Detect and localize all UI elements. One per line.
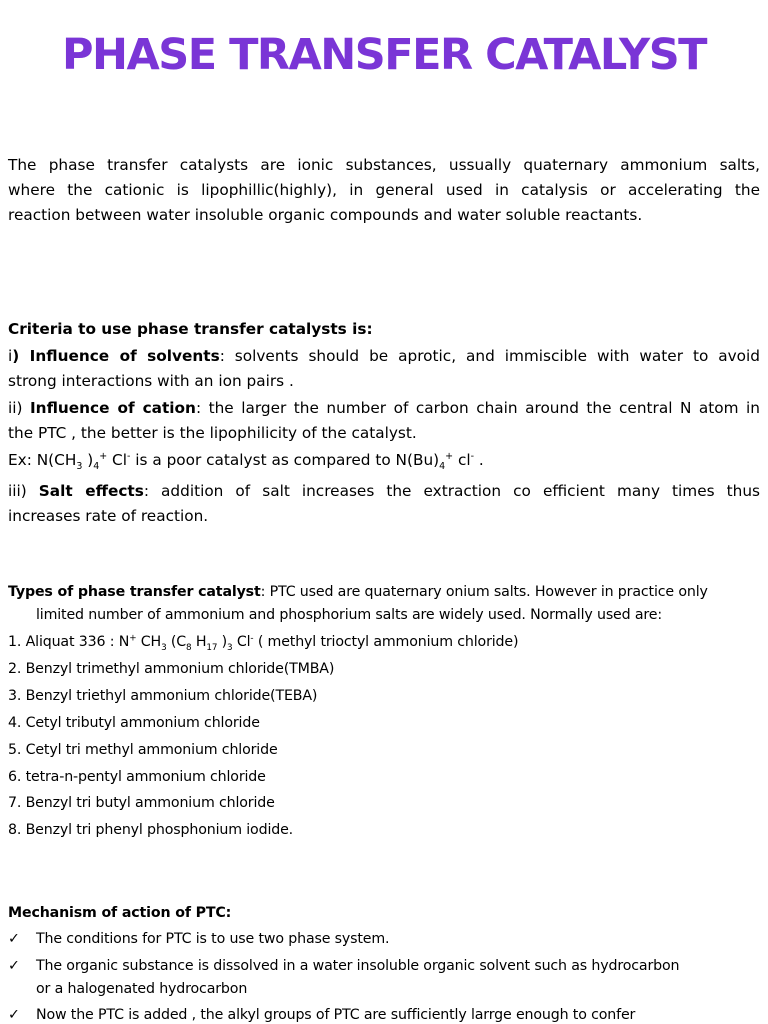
formula-text: Cl: [232, 634, 251, 650]
formula-superscript: +: [129, 633, 137, 644]
types-heading-term: Types of phase transfer catalyst: [8, 584, 261, 600]
types-line-2: limited number of ammonium and phosphorium salts are widely used. Normally used are:: [36, 607, 662, 623]
example-text: is a poor catalyst as compared to N(Bu): [130, 451, 440, 469]
criteria-ii-term: Influence of cation: [29, 399, 196, 417]
criteria-ii-prefix: ii): [8, 399, 30, 417]
criteria-ii-text: : the larger the number of carbon chain around the central N atom in: [195, 399, 760, 417]
criteria-heading: Criteria to use phase transfer catalysts is:: [8, 320, 373, 338]
intro-line-2: where the cationic is lipophillic(highly), in general used in catalysis or accelerating the: [8, 181, 760, 199]
formula-subscript: 17: [206, 642, 218, 653]
checkmark-icon: ✓: [8, 958, 20, 974]
criteria-i-term: ) Influence of solvents: [12, 347, 220, 365]
formula-text: ): [217, 634, 228, 650]
criteria-i-line-1: [8, 344, 760, 369]
formula-text: ( methyl trioctyl ammonium chloride): [253, 634, 519, 650]
criteria-iii-prefix: iii): [8, 482, 39, 500]
mechanism-bullet-text: The conditions for PTC is to use two phase system.: [36, 931, 390, 947]
mechanism-bullet-3: [8, 1002, 760, 1024]
list-item: 2. Benzyl trimethyl ammonium chloride(TMBA): [8, 661, 335, 677]
criteria-iii-term: Salt effects: [38, 482, 144, 500]
formula-text: 1. Aliquat 336 : N: [8, 634, 130, 650]
intro-line-3: reaction between water insoluble organic compounds and water soluble reactants.: [8, 206, 643, 224]
checkmark-icon: ✓: [8, 931, 20, 947]
list-item: 7. Benzyl tri butyl ammonium chloride: [8, 795, 275, 811]
formula-subscript: 8: [186, 642, 192, 653]
list-item: 8. Benzyl tri phenyl phosphonium iodide.: [8, 822, 294, 838]
criteria-iii-text: : addition of salt increases the extraction co efficient many times thus: [143, 482, 760, 500]
criteria-i-line-2: strong interactions with an ion pairs .: [8, 372, 294, 390]
criteria-ii-line-2: the PTC , the better is the lipophilicity of the catalyst.: [8, 424, 417, 442]
example-text: Cl: [107, 451, 127, 469]
example-superscript: -: [126, 450, 131, 462]
example-superscript: -: [470, 450, 475, 462]
criteria-iii-line-2: increases rate of reaction.: [8, 507, 209, 525]
list-item: 5. Cetyl tri methyl ammonium chloride: [8, 742, 278, 758]
mechanism-heading: Mechanism of action of PTC:: [8, 905, 232, 921]
formula-text: H: [191, 634, 207, 650]
types-heading-text: : PTC used are quaternary onium salts. However in practice only: [260, 584, 708, 600]
example-subscript: 4: [93, 461, 100, 473]
criteria-i-text: : solvents should be aprotic, and immiscible with water to avoid: [219, 347, 760, 365]
example-text: .: [474, 451, 484, 469]
example-text: ): [82, 451, 94, 469]
formula-subscript: 3: [227, 642, 233, 653]
mechanism-bullet-text: The organic substance is dissolved in a water insoluble organic solvent such as hydrocarbon: [36, 958, 680, 974]
intro-line-1: The phase transfer catalysts are ionic substances, ussually quaternary ammonium salts,: [8, 156, 760, 174]
mechanism-bullet-text: Now the PTC is added , the alkyl groups of PTC are sufficiently larrge enough to confer: [36, 1007, 636, 1023]
example-text: Ex: N(CH: [8, 451, 77, 469]
list-item: [8, 629, 760, 655]
example-superscript: +: [99, 450, 108, 462]
criteria-i-prefix: i: [8, 347, 13, 365]
mechanism-bullet-2-line-2: or a halogenated hydrocarbon: [36, 981, 248, 997]
example-subscript: 3: [76, 461, 83, 473]
formula-subscript: 3: [161, 642, 167, 653]
checkmark-icon: ✓: [8, 1007, 20, 1023]
page-title: PHASE TRANSFER CATALYST: [61, 30, 706, 80]
mechanism-bullet-1: [8, 926, 760, 952]
example-superscript: +: [445, 450, 454, 462]
list-item: 6. tetra-n-pentyl ammonium chloride: [8, 769, 266, 785]
example-subscript: 4: [439, 461, 446, 473]
list-item: 3. Benzyl triethyl ammonium chloride(TEBA): [8, 688, 318, 704]
criteria-example: [8, 448, 760, 473]
criteria-iii-line-1: [8, 479, 760, 504]
criteria-ii-line-1: [8, 396, 760, 421]
formula-text: CH: [136, 634, 162, 650]
formula-text: (C: [166, 634, 187, 650]
formula-superscript: -: [250, 633, 254, 644]
example-text: cl: [453, 451, 471, 469]
list-item: 4. Cetyl tributyl ammonium chloride: [8, 715, 260, 731]
